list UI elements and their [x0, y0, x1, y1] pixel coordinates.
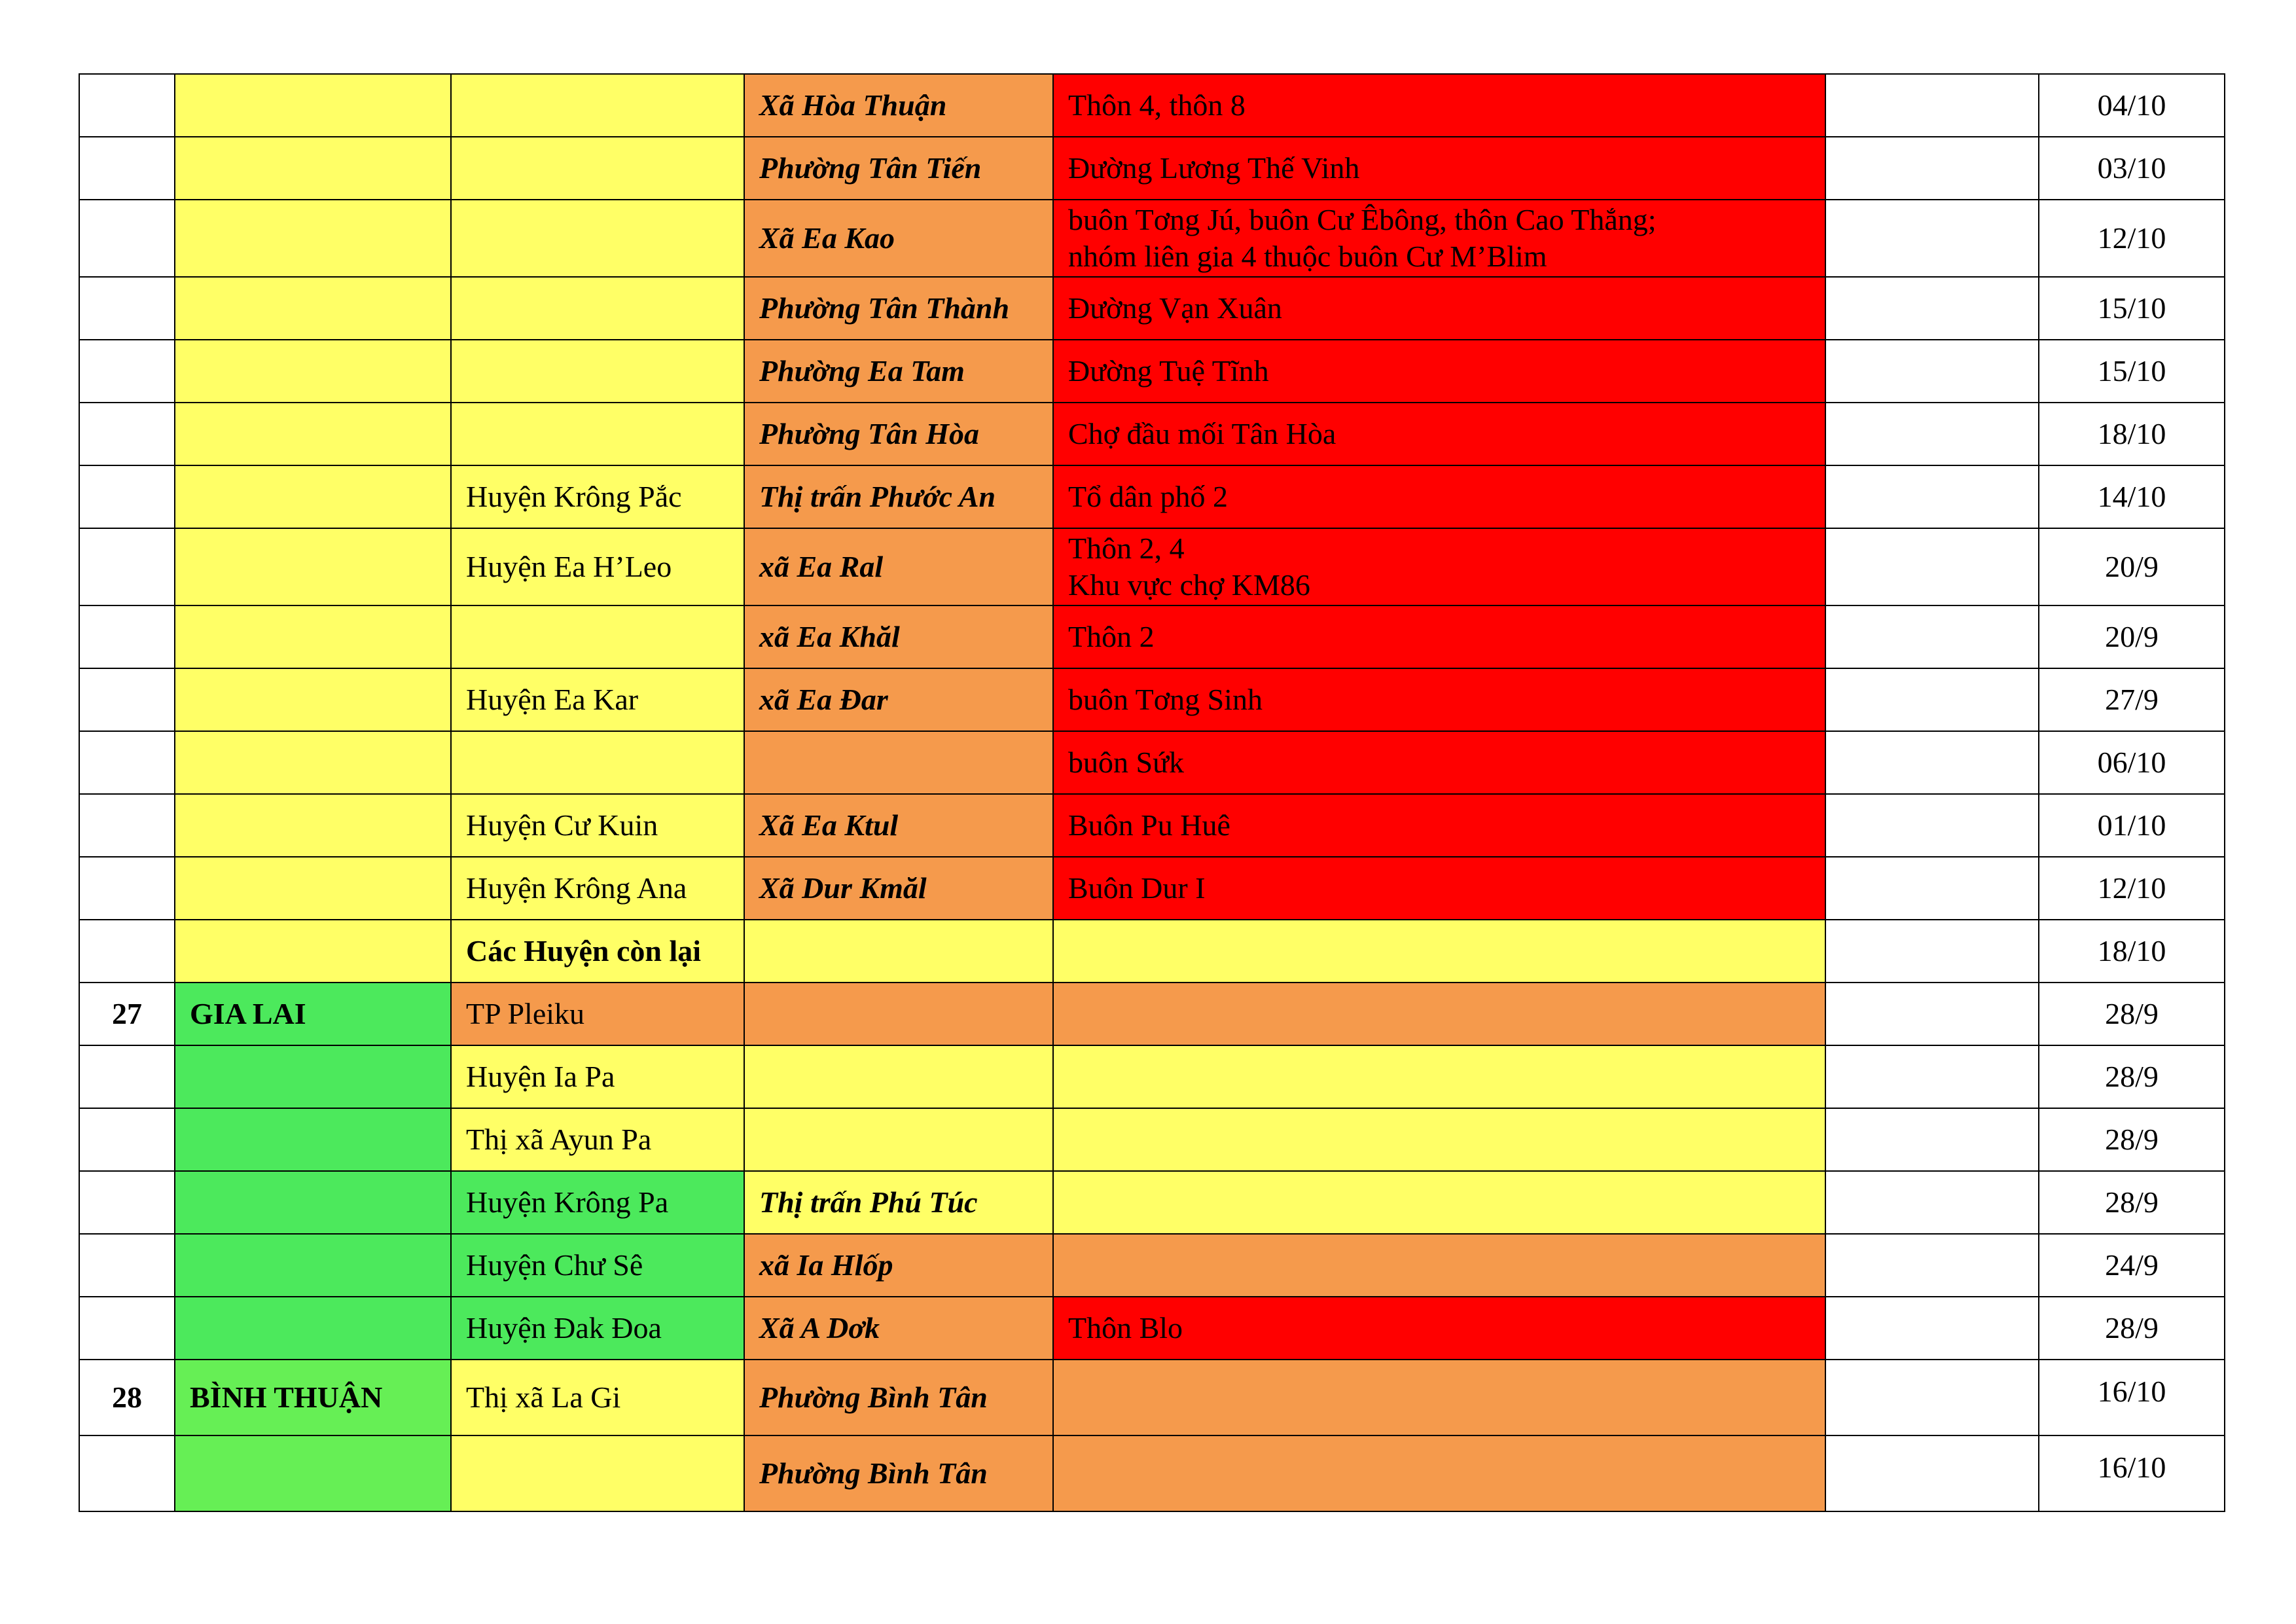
blank-cell	[1825, 1171, 2039, 1234]
table-row	[79, 1360, 2225, 1435]
province-cell	[175, 857, 451, 920]
stt-cell	[79, 794, 175, 857]
table-row	[79, 1171, 2225, 1234]
blank-cell	[1825, 528, 2039, 605]
date-cell: 28/9	[2039, 1297, 2225, 1360]
date-cell: 28/9	[2039, 1045, 2225, 1108]
blank-cell	[1825, 1360, 2039, 1435]
commune-cell: Phường Bình Tân	[744, 1360, 1053, 1435]
blank-cell	[1825, 340, 2039, 403]
stt-cell	[79, 1171, 175, 1234]
date-cell: 27/9	[2039, 668, 2225, 731]
district-cell	[451, 200, 744, 277]
province-cell	[175, 403, 451, 465]
village-cell	[1053, 1108, 1825, 1171]
table-row	[79, 1234, 2225, 1297]
blank-cell	[1825, 731, 2039, 794]
district-cell: Huyện Ia Pa	[451, 1045, 744, 1108]
date-cell: 06/10	[2039, 731, 2225, 794]
village-cell: Thôn Blo	[1053, 1297, 1825, 1360]
blank-cell	[1825, 200, 2039, 277]
province-cell	[175, 277, 451, 340]
commune-cell	[744, 1108, 1053, 1171]
district-cell: Huyện Đak Đoa	[451, 1297, 744, 1360]
table-row	[79, 465, 2225, 528]
stt-cell	[79, 605, 175, 668]
village-cell	[1053, 1171, 1825, 1234]
stt-cell	[79, 200, 175, 277]
zone-table	[79, 73, 2225, 1512]
stt-cell: 27	[79, 983, 175, 1045]
blank-cell	[1825, 465, 2039, 528]
province-cell	[175, 920, 451, 983]
district-cell: Thị xã Ayun Pa	[451, 1108, 744, 1171]
date-cell: 28/9	[2039, 983, 2225, 1045]
commune-cell: Phường Tân Thành	[744, 277, 1053, 340]
village-cell	[1053, 1360, 1825, 1435]
date-cell: 18/10	[2039, 920, 2225, 983]
commune-cell: Xã Hòa Thuận	[744, 74, 1053, 137]
date-cell: 24/9	[2039, 1234, 2225, 1297]
stt-cell	[79, 1297, 175, 1360]
province-cell	[175, 731, 451, 794]
province-cell	[175, 1297, 451, 1360]
province-cell	[175, 74, 451, 137]
commune-cell: Thị trấn Phước An	[744, 465, 1053, 528]
table-row	[79, 74, 2225, 137]
commune-cell: xã Ea Khăl	[744, 605, 1053, 668]
commune-cell: Xã Ea Kao	[744, 200, 1053, 277]
village-cell	[1053, 1234, 1825, 1297]
province-cell	[175, 1171, 451, 1234]
table-row	[79, 1435, 2225, 1511]
commune-cell: xã Ia Hlốp	[744, 1234, 1053, 1297]
province-cell	[175, 668, 451, 731]
commune-cell: Xã A Dơk	[744, 1297, 1053, 1360]
village-cell	[1053, 1435, 1825, 1511]
province-cell	[175, 1108, 451, 1171]
district-cell	[451, 74, 744, 137]
stt-cell	[79, 1435, 175, 1511]
village-cell: Chợ đầu mối Tân Hòa	[1053, 403, 1825, 465]
blank-cell	[1825, 1297, 2039, 1360]
village-cell	[1053, 983, 1825, 1045]
table-row	[79, 137, 2225, 200]
village-cell: buôn Tơng Jú, buôn Cư Êbông, thôn Cao Thắng; nhóm liên gia 4 thuộc buôn Cư M’Blim	[1053, 200, 1825, 277]
blank-cell	[1825, 1234, 2039, 1297]
province-cell	[175, 465, 451, 528]
province-cell	[175, 137, 451, 200]
commune-cell: Xã Ea Ktul	[744, 794, 1053, 857]
table-row	[79, 731, 2225, 794]
date-cell: 14/10	[2039, 465, 2225, 528]
date-cell: 16/10	[2039, 1360, 2225, 1435]
stt-cell	[79, 74, 175, 137]
commune-cell	[744, 983, 1053, 1045]
table-row	[79, 668, 2225, 731]
village-cell: Buôn Pu Huê	[1053, 794, 1825, 857]
commune-cell: Phường Tân Tiến	[744, 137, 1053, 200]
blank-cell	[1825, 605, 2039, 668]
blank-cell	[1825, 1435, 2039, 1511]
village-cell: Buôn Dur I	[1053, 857, 1825, 920]
date-cell: 12/10	[2039, 200, 2225, 277]
province-cell	[175, 528, 451, 605]
village-cell	[1053, 920, 1825, 983]
table-row	[79, 277, 2225, 340]
date-cell: 15/10	[2039, 340, 2225, 403]
date-cell: 04/10	[2039, 74, 2225, 137]
blank-cell	[1825, 794, 2039, 857]
stt-cell	[79, 465, 175, 528]
district-cell: Huyện Cư Kuin	[451, 794, 744, 857]
province-cell	[175, 1435, 451, 1511]
commune-cell: Phường Bình Tân	[744, 1435, 1053, 1511]
village-cell	[1053, 1045, 1825, 1108]
district-cell	[451, 605, 744, 668]
stt-cell	[79, 920, 175, 983]
table-row	[79, 200, 2225, 277]
stt-cell	[79, 731, 175, 794]
date-cell: 16/10	[2039, 1435, 2225, 1511]
district-cell: TP Pleiku	[451, 983, 744, 1045]
commune-cell: xã Ea Đar	[744, 668, 1053, 731]
table-row	[79, 340, 2225, 403]
table-row	[79, 403, 2225, 465]
village-cell: Đường Vạn Xuân	[1053, 277, 1825, 340]
blank-cell	[1825, 1045, 2039, 1108]
commune-cell: xã Ea Ral	[744, 528, 1053, 605]
commune-cell: Xã Dur Kmăl	[744, 857, 1053, 920]
village-cell: buôn Sứk	[1053, 731, 1825, 794]
district-cell	[451, 403, 744, 465]
district-cell: Huyện Krông Ana	[451, 857, 744, 920]
blank-cell	[1825, 983, 2039, 1045]
village-cell: Thôn 4, thôn 8	[1053, 74, 1825, 137]
stt-cell	[79, 340, 175, 403]
commune-cell	[744, 1045, 1053, 1108]
blank-cell	[1825, 403, 2039, 465]
table-row	[79, 528, 2225, 605]
stt-cell	[79, 277, 175, 340]
commune-cell: Phường Ea Tam	[744, 340, 1053, 403]
district-cell: Thị xã La Gi	[451, 1360, 744, 1435]
commune-cell	[744, 920, 1053, 983]
province-cell	[175, 794, 451, 857]
blank-cell	[1825, 920, 2039, 983]
province-cell	[175, 605, 451, 668]
district-cell	[451, 731, 744, 794]
table-row	[79, 920, 2225, 983]
table-row	[79, 1297, 2225, 1360]
stt-cell	[79, 857, 175, 920]
district-cell: Huyện Krông Pa	[451, 1171, 744, 1234]
district-cell	[451, 340, 744, 403]
district-cell: Huyện Krông Pắc	[451, 465, 744, 528]
blank-cell	[1825, 74, 2039, 137]
table-row	[79, 857, 2225, 920]
district-cell	[451, 1435, 744, 1511]
district-cell	[451, 277, 744, 340]
province-cell	[175, 200, 451, 277]
blank-cell	[1825, 277, 2039, 340]
blank-cell	[1825, 668, 2039, 731]
village-cell: Tổ dân phố 2	[1053, 465, 1825, 528]
stt-cell	[79, 403, 175, 465]
blank-cell	[1825, 137, 2039, 200]
date-cell: 12/10	[2039, 857, 2225, 920]
table-row	[79, 605, 2225, 668]
date-cell: 28/9	[2039, 1108, 2225, 1171]
date-cell: 15/10	[2039, 277, 2225, 340]
stt-cell: 28	[79, 1360, 175, 1435]
date-cell: 20/9	[2039, 605, 2225, 668]
district-cell	[451, 137, 744, 200]
table-row	[79, 983, 2225, 1045]
commune-cell	[744, 731, 1053, 794]
province-cell	[175, 340, 451, 403]
district-cell: Các Huyện còn lại	[451, 920, 744, 983]
district-cell: Huyện Ea Kar	[451, 668, 744, 731]
district-cell: Huyện Ea H’Leo	[451, 528, 744, 605]
commune-cell: Phường Tân Hòa	[744, 403, 1053, 465]
village-cell: Đường Tuệ Tĩnh	[1053, 340, 1825, 403]
village-cell: Thôn 2	[1053, 605, 1825, 668]
province-cell: GIA LAI	[175, 983, 451, 1045]
province-cell: BÌNH THUẬN	[175, 1360, 451, 1435]
village-cell: Đường Lương Thế Vinh	[1053, 137, 1825, 200]
village-cell: Thôn 2, 4 Khu vực chợ KM86	[1053, 528, 1825, 605]
village-cell: buôn Tơng Sinh	[1053, 668, 1825, 731]
date-cell: 18/10	[2039, 403, 2225, 465]
stt-cell	[79, 1108, 175, 1171]
province-cell	[175, 1045, 451, 1108]
stt-cell	[79, 528, 175, 605]
stt-cell	[79, 1045, 175, 1108]
date-cell: 03/10	[2039, 137, 2225, 200]
date-cell: 01/10	[2039, 794, 2225, 857]
stt-cell	[79, 1234, 175, 1297]
table-row	[79, 1045, 2225, 1108]
commune-cell: Thị trấn Phú Túc	[744, 1171, 1053, 1234]
district-cell: Huyện Chư Sê	[451, 1234, 744, 1297]
blank-cell	[1825, 857, 2039, 920]
stt-cell	[79, 668, 175, 731]
stt-cell	[79, 137, 175, 200]
date-cell: 28/9	[2039, 1171, 2225, 1234]
date-cell: 20/9	[2039, 528, 2225, 605]
table-row	[79, 794, 2225, 857]
province-cell	[175, 1234, 451, 1297]
table-row	[79, 1108, 2225, 1171]
blank-cell	[1825, 1108, 2039, 1171]
